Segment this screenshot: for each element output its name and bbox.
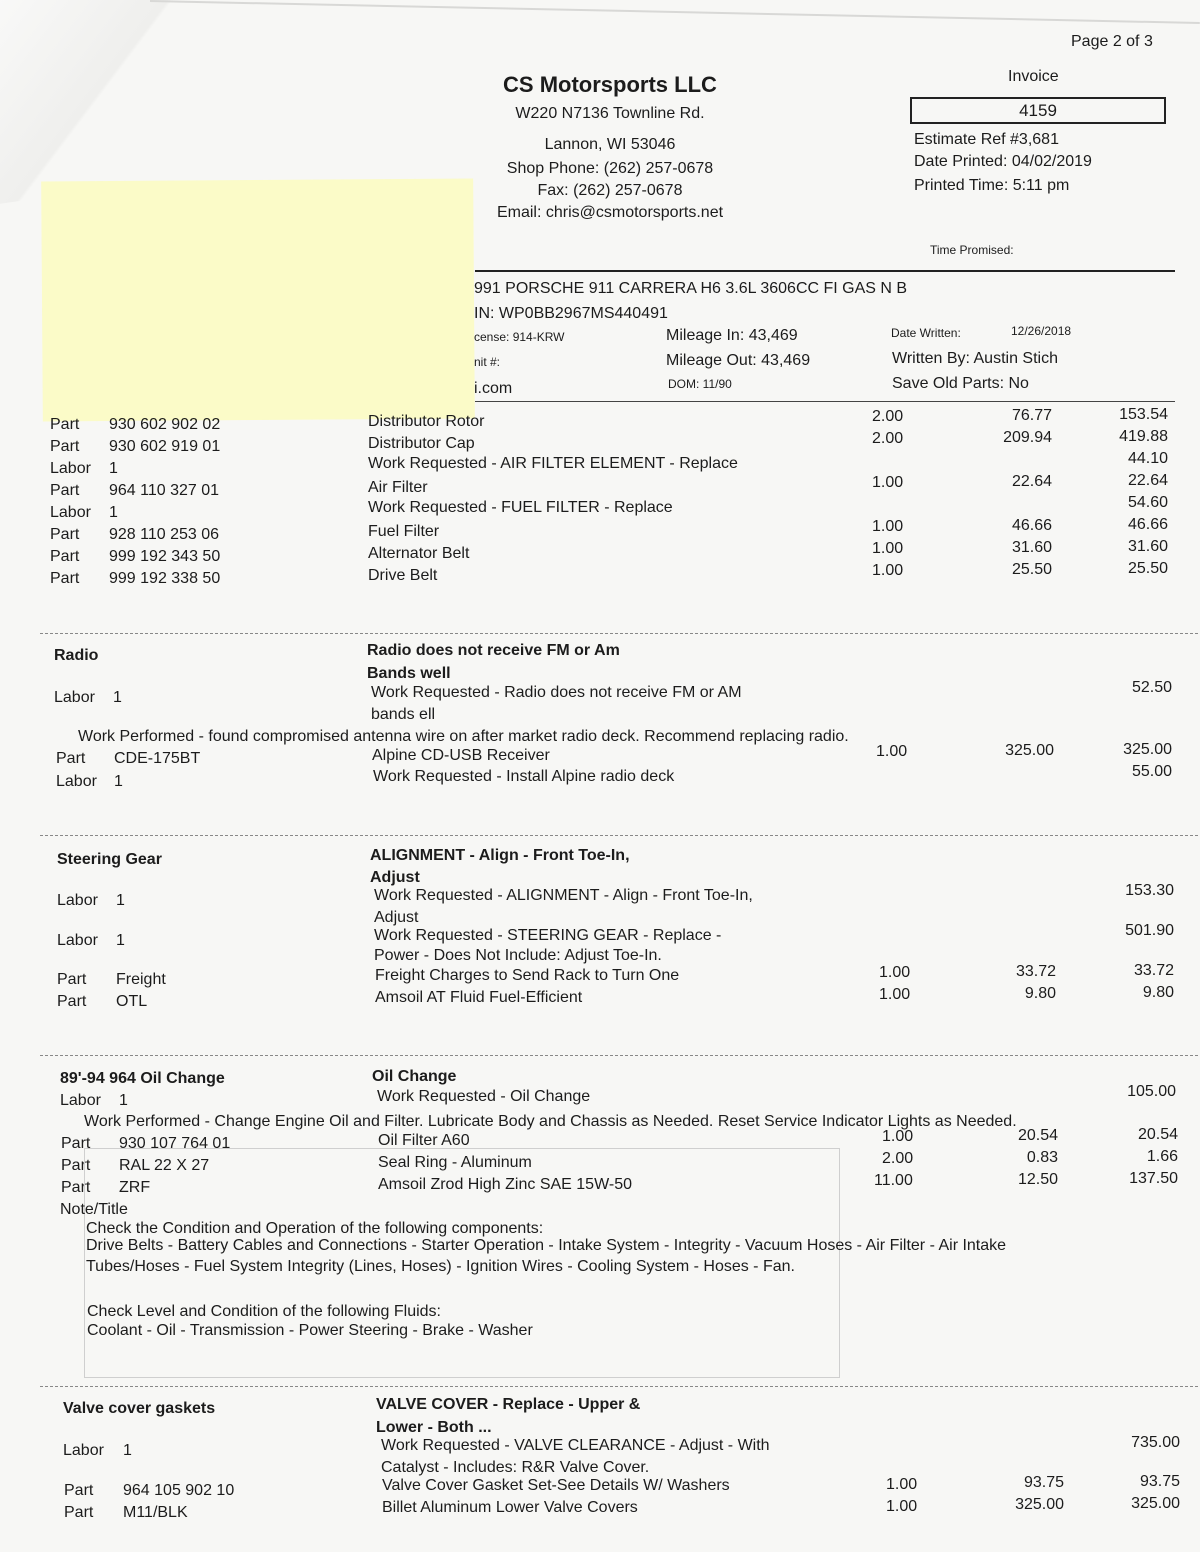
line-total: 325.00 [1131, 1495, 1180, 1512]
printed-time: Printed Time: 5:11 pm [914, 177, 1070, 194]
shop-email: Email: chris@csmotorsports.net [496, 204, 724, 221]
line-type: Labor [56, 773, 97, 790]
line-total: 419.88 [1119, 428, 1168, 445]
line-desc: Work Requested - VALVE CLEARANCE - Adjust - With [381, 1437, 770, 1454]
line-type: Part [61, 1179, 91, 1196]
line-type: Part [64, 1482, 94, 1499]
section-title-cont: Bands well [367, 665, 451, 682]
line-total: 25.50 [1127, 560, 1168, 577]
section-title: Radio does not receive FM or Am [367, 642, 620, 659]
section-name: 89'-94 964 Oil Change [60, 1070, 225, 1087]
line-desc: Work Requested - Oil Change [377, 1088, 591, 1105]
line-type: Part [50, 570, 80, 587]
invoice-number: 4159 [910, 97, 1166, 124]
line-type: Part [50, 526, 80, 543]
note-line: Coolant - Oil - Transmission - Power Steering - Brake - Washer [87, 1322, 533, 1339]
line-type: Labor [57, 932, 98, 949]
work-performed: Work Performed - Change Engine Oil and Filter. Lubricate Body and Chassis as Needed. Reset Service Indicator Lights as Needed. [84, 1113, 1017, 1130]
line-type: Part [50, 482, 80, 499]
section-title: ALIGNMENT - Align - Front Toe-In, [370, 847, 630, 864]
section-divider [40, 835, 1198, 836]
line-desc: Fuel Filter [368, 523, 440, 540]
line-total: 501.90 [1125, 922, 1174, 939]
line-qty: 2.00 [872, 430, 904, 447]
line-type: Part [61, 1135, 91, 1152]
mileage-out: Mileage Out: 43,469 [666, 352, 811, 369]
line-type: Part [56, 750, 86, 767]
line-desc: Distributor Cap [368, 435, 475, 452]
customer-email-fragment: i.com [474, 380, 513, 397]
save-old-parts: Save Old Parts: No [892, 375, 1029, 392]
section-name: Steering Gear [57, 851, 162, 868]
line-price: 209.94 [1003, 429, 1052, 446]
date-written-label: Date Written: [891, 326, 961, 340]
line-type: Labor [50, 504, 91, 521]
line-type: Part [61, 1157, 91, 1174]
line-total: 9.80 [1142, 984, 1174, 1001]
line-price: 325.00 [1005, 742, 1054, 759]
shop-name: CS Motorsports LLC [503, 72, 717, 97]
shop-address-line1: W220 N7136 Townline Rd. [515, 105, 705, 122]
line-code: OTL [116, 993, 148, 1010]
line-code: Freight [116, 971, 166, 988]
line-price: 22.64 [1011, 473, 1052, 490]
line-desc: Seal Ring - Aluminum [378, 1154, 532, 1171]
mileage-in: Mileage In: 43,469 [666, 327, 798, 344]
line-price: 33.72 [1015, 963, 1056, 980]
line-desc: Billet Aluminum Lower Valve Covers [382, 1499, 638, 1516]
line-desc-cont: bands ell [371, 706, 436, 723]
section-divider [40, 1386, 1198, 1387]
shop-fax: Fax: (262) 257-0678 [537, 182, 683, 199]
section-divider [40, 633, 1198, 634]
line-qty: 1.00 [879, 986, 911, 1003]
note-line: Drive Belts - Battery Cables and Connections - Starter Operation - Intake System - Integrity - Vacuum Hoses - Air Filter - Air Intake [86, 1237, 1007, 1254]
line-code: CDE-175BT [114, 750, 201, 767]
note-line: Check the Condition and Operation of the following components: [86, 1220, 544, 1237]
line-total: 44.10 [1127, 450, 1168, 467]
line-qty: 1.00 [876, 743, 908, 760]
line-desc: Work Requested - STEERING GEAR - Replace - [374, 927, 722, 944]
line-code: 928 110 253 06 [109, 526, 220, 543]
line-desc-cont: Power - Does Not Include: Adjust Toe-In. [374, 947, 662, 964]
line-desc: Freight Charges to Send Rack to Turn One [375, 967, 680, 984]
vehicle-unit: nit #: [474, 355, 501, 369]
line-price: 46.66 [1011, 517, 1052, 534]
line-qty: 2.00 [872, 408, 904, 425]
line-code: 999 192 338 50 [109, 570, 221, 587]
line-code: ZRF [119, 1179, 151, 1196]
line-desc: Drive Belt [368, 567, 438, 584]
line-qty: 1.00 [872, 562, 904, 579]
line-code: 1 [119, 1092, 128, 1109]
line-code: 1 [114, 773, 123, 790]
line-total: 46.66 [1127, 516, 1168, 533]
line-price: 9.80 [1024, 985, 1056, 1002]
line-type: Labor [60, 1092, 101, 1109]
line-price: 25.50 [1011, 561, 1052, 578]
line-qty: 1.00 [872, 474, 904, 491]
redaction-highlight [41, 178, 475, 421]
line-total: 325.00 [1123, 741, 1172, 758]
line-price: 325.00 [1015, 1496, 1064, 1513]
line-qty: 11.00 [874, 1172, 913, 1189]
section-title-cont: Adjust [370, 869, 420, 886]
section-name: Radio [54, 647, 99, 664]
invoice-title: Invoice [1008, 68, 1059, 85]
line-price: 31.60 [1011, 539, 1052, 556]
line-code: 930 602 919 01 [109, 438, 221, 455]
vehicle-vin: IN: WP0BB2967MS440491 [474, 305, 668, 322]
vehicle-dom: DOM: 11/90 [668, 377, 732, 391]
line-desc: Oil Filter A60 [378, 1132, 470, 1149]
line-desc: Work Requested - AIR FILTER ELEMENT - Replace [368, 455, 738, 472]
line-desc: Work Requested - ALIGNMENT - Align - Front Toe-In, [374, 887, 753, 904]
line-code: 1 [109, 460, 118, 477]
line-desc: Amsoil Zrod High Zinc SAE 15W-50 [378, 1176, 633, 1193]
section-title-cont: Lower - Both ... [376, 1419, 492, 1436]
line-code: 964 105 902 10 [123, 1482, 235, 1499]
note-line: Tubes/Hoses - Fuel System Integrity (Lines, Hoses) - Ignition Wires - Cooling System - Hoses - Fan. [86, 1258, 795, 1275]
line-total: 153.54 [1119, 406, 1168, 423]
section-title: Oil Change [372, 1068, 457, 1085]
line-code: 1 [116, 932, 125, 949]
section-title: VALVE COVER - Replace - Upper & [376, 1396, 641, 1413]
line-qty: 1.00 [872, 518, 904, 535]
line-code: M11/BLK [123, 1504, 188, 1521]
line-price: 12.50 [1017, 1171, 1058, 1188]
line-price: 93.75 [1023, 1474, 1064, 1491]
line-code: 1 [123, 1442, 132, 1459]
line-desc: Work Requested - Radio does not receive FM or AM [371, 684, 742, 701]
line-code: 964 110 327 01 [109, 482, 220, 499]
line-price: 76.77 [1011, 407, 1052, 424]
line-type: Labor [57, 892, 98, 909]
line-type: Labor [50, 460, 91, 477]
line-desc-cont: Catalyst - Includes: R&R Valve Cover. [381, 1459, 650, 1476]
line-code: RAL 22 X 27 [119, 1157, 210, 1174]
page-edge-line [150, 0, 1200, 24]
note-label: Note/Title [60, 1201, 128, 1218]
time-promised: Time Promised: [930, 243, 1014, 257]
line-total: 52.50 [1131, 679, 1172, 696]
line-code: 1 [116, 892, 125, 909]
line-type: Labor [54, 689, 95, 706]
line-code: 1 [109, 504, 118, 521]
written-by: Written By: Austin Stich [892, 350, 1058, 367]
line-price: 0.83 [1026, 1149, 1058, 1166]
date-written: 12/26/2018 [1011, 324, 1072, 338]
line-type: Part [50, 438, 80, 455]
line-qty: 1.00 [886, 1476, 918, 1493]
line-type: Part [57, 993, 87, 1010]
line-total: 31.60 [1127, 538, 1168, 555]
page-fold-shadow [0, 0, 235, 207]
vehicle-description: 991 PORSCHE 911 CARRERA H6 3.6L 3606CC FI GAS N B [474, 280, 908, 297]
line-code: 930 107 764 01 [119, 1135, 231, 1152]
line-desc: Amsoil AT Fluid Fuel-Efficient [375, 989, 583, 1006]
section-divider [40, 1055, 1198, 1056]
line-desc: Air Filter [368, 479, 428, 496]
line-type: Labor [63, 1442, 104, 1459]
line-desc: Alternator Belt [368, 545, 470, 562]
estimate-ref: Estimate Ref #3,681 [914, 131, 1059, 148]
line-qty: 1.00 [882, 1128, 914, 1145]
work-performed: Work Performed - found compromised antenna wire on after market radio deck. Recommend replacing radio. [78, 728, 849, 745]
line-qty: 1.00 [872, 540, 904, 557]
line-total: 55.00 [1131, 763, 1172, 780]
section-name: Valve cover gaskets [63, 1400, 216, 1417]
line-type: Part [57, 971, 87, 988]
line-total: 22.64 [1127, 472, 1168, 489]
line-total: 735.00 [1131, 1434, 1180, 1451]
line-total: 33.72 [1133, 962, 1174, 979]
line-total: 93.75 [1139, 1473, 1180, 1490]
line-desc-cont: Adjust [374, 909, 419, 926]
lines-rule [475, 401, 1175, 402]
line-type: Part [50, 416, 80, 433]
line-code: 999 192 343 50 [109, 548, 221, 565]
line-total: 153.30 [1125, 882, 1174, 899]
line-desc: Distributor Rotor [368, 413, 485, 430]
line-desc: Valve Cover Gasket Set-See Details W/ Washers [382, 1477, 730, 1494]
line-total: 54.60 [1127, 494, 1168, 511]
line-code: 1 [113, 689, 122, 706]
line-type: Part [50, 548, 80, 565]
note-line: Check Level and Condition of the following Fluids: [87, 1303, 441, 1320]
shop-phone: Shop Phone: (262) 257-0678 [506, 160, 714, 177]
line-total: 20.54 [1137, 1126, 1178, 1143]
line-total: 137.50 [1129, 1170, 1178, 1187]
page-number: Page 2 of 3 [1071, 33, 1153, 50]
header-rule [475, 270, 1175, 272]
line-desc: Alpine CD-USB Receiver [372, 747, 550, 764]
line-qty: 1.00 [886, 1498, 918, 1515]
shop-address-line2: Lannon, WI 53046 [544, 136, 676, 153]
vehicle-license: cense: 914-KRW [474, 330, 565, 344]
line-desc: Work Requested - FUEL FILTER - Replace [368, 499, 673, 516]
line-total: 1.66 [1146, 1148, 1178, 1165]
line-desc: Work Requested - Install Alpine radio deck [373, 768, 675, 785]
line-qty: 2.00 [882, 1150, 914, 1167]
date-printed: Date Printed: 04/02/2019 [914, 153, 1092, 170]
line-total: 105.00 [1127, 1083, 1176, 1100]
line-type: Part [64, 1504, 94, 1521]
line-qty: 1.00 [879, 964, 911, 981]
line-price: 20.54 [1017, 1127, 1058, 1144]
line-code: 930 602 902 02 [109, 416, 221, 433]
